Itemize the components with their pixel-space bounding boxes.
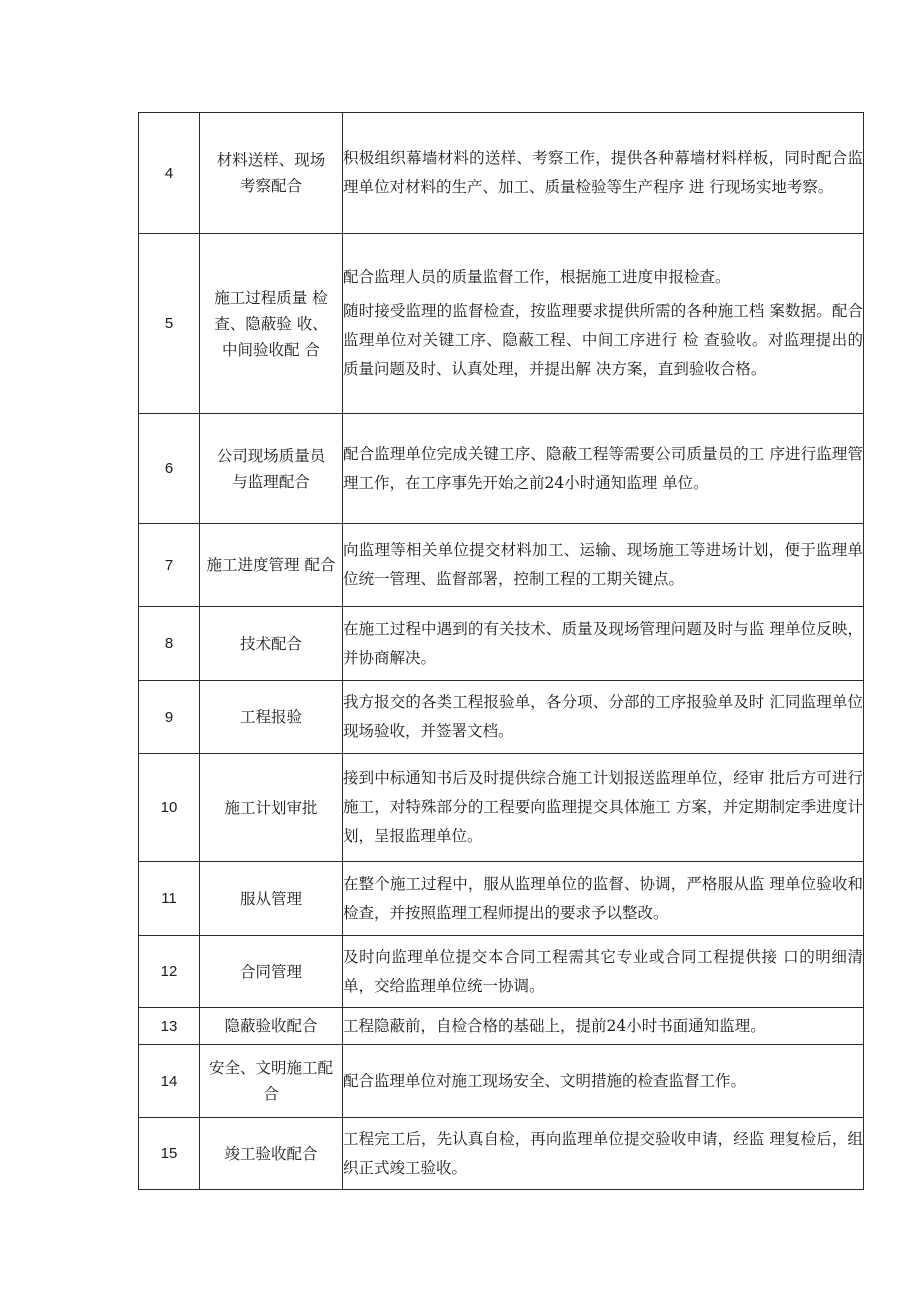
item-label: 材料送样、现场考察配合 [216,151,326,195]
table-row [139,234,864,414]
table-row [139,607,864,681]
description-cell [343,113,864,234]
description-cell [343,936,864,1008]
table-row [139,524,864,607]
table-row [139,862,864,936]
item-label: 公司现场质量员与监理配合 [216,446,326,491]
item-cell [200,1118,343,1190]
item-cell [200,234,343,414]
table-row [139,414,864,524]
row-number: 5 [139,234,200,414]
description-paragraph: 在整个施工过程中，服从监理单位的监督、协调，严格服从监 理单位验收和检查，并按照监理工程师提出的要求予以整改。 [343,874,863,922]
table-row [139,1045,864,1118]
description-paragraph: 工程隐蔽前，自检合格的基础上，提前24小时书面通知监理。 [343,1016,766,1035]
item-cell [200,607,343,681]
description-cell [343,1008,864,1045]
item-label: 施工计划审批 [224,798,318,817]
item-label: 服从管理 [239,889,302,908]
table-row [139,113,864,234]
row-number: 8 [139,607,200,681]
row-number: 15 [139,1118,200,1190]
description-paragraph: 配合监理人员的质量监督工作，根据施工进度申报检查。 [343,268,731,286]
item-label: 隐蔽验收配合 [224,1017,318,1035]
item-cell [200,414,343,524]
table-row [139,1118,864,1190]
row-number: 12 [139,936,200,1008]
item-cell [200,524,343,607]
row-number: 14 [139,1045,200,1118]
item-cell [200,681,343,754]
description-cell [343,414,864,524]
row-number: 9 [139,681,200,754]
item-cell [200,754,343,862]
description-cell [343,862,864,936]
item-cell [200,113,343,234]
item-label: 合同管理 [239,962,302,981]
description-cell [343,1118,864,1190]
description-paragraph: 积极组织幕墙材料的送样、考察工作，提供各种幕墙材料样板，同时配合监理单位对材料的生产、加工、质量检验等生产程序 进 行现场实地考察。 [343,149,863,196]
item-cell [200,1045,343,1118]
table-row [139,681,864,754]
description-paragraph: 及时向监理单位提交本合同工程需其它专业或合同工程提供接 口的明细清单，交给监理单位统一协调。 [343,947,863,995]
description-paragraph: 在施工过程中遇到的有关技术、质量及现场管理问题及时与监 理单位反映，并协商解决。 [343,619,863,667]
table-row [139,1008,864,1045]
description-paragraph: 随时接受监理的监督检查，按监理要求提供所需的各种施工档 案数据。配合监理单位对关键工序、隐蔽工程、中间工序进行 检 查验收。对监理提出的质量问题及时、认真处理，并提出解 决方案，直到验收合格。 [343,302,863,378]
row-number: 7 [139,524,200,607]
coordination-table [138,112,864,1190]
item-cell [200,862,343,936]
table-row [139,936,864,1008]
item-label: 工程报验 [239,708,302,726]
description-paragraph: 工程完工后，先认真自检，再向监理单位提交验收申请，经监 理复检后，组织正式竣工验收。 [343,1129,863,1177]
item-cell [200,936,343,1008]
item-label: 施工进度管理 配合 [206,556,336,574]
description-cell [343,607,864,681]
description-paragraph: 配合监理单位对施工现场安全、文明措施的检查监督工作。 [343,1071,747,1090]
description-cell [343,754,864,862]
item-label: 施工过程质量 检查、隐蔽验 收、中间验收配 合 [214,288,328,359]
row-number: 10 [139,754,200,862]
item-label: 竣工验收配合 [224,1144,318,1163]
description-paragraph: 向监理等相关单位提交材料加工、运输、现场施工等进场计划，便于监理单位统一管理、监督部署，控制工程的工期关键点。 [343,541,863,588]
item-label: 安全、文明施工配合 [208,1059,333,1103]
row-number: 13 [139,1008,200,1045]
description-cell [343,234,864,414]
description-cell [343,681,864,754]
table-body [139,113,864,1190]
description-paragraph: 配合监理单位完成关键工序、隐蔽工程等需要公司质量员的工 序进行监理管理工作，在工序事先开始之前24小时通知监理 单位。 [343,444,863,492]
description-cell [343,524,864,607]
row-number: 6 [139,414,200,524]
description-paragraph: 我方报交的各类工程报验单，各分项、分部的工序报验单及时 汇同监理单位现场验收，并签署文档。 [343,693,863,740]
row-number: 4 [139,113,200,234]
row-number: 11 [139,862,200,936]
item-cell [200,1008,343,1045]
item-label: 技术配合 [239,634,302,653]
description-paragraph: 接到中标通知书后及时提供综合施工计划报送监理单位，经审 批后方可进行施工，对特殊部分的工程要向监理提交具体施工 方案，并定期制定季进度计划，呈报监理单位。 [343,769,863,845]
table-row [139,754,864,862]
description-cell [343,1045,864,1118]
